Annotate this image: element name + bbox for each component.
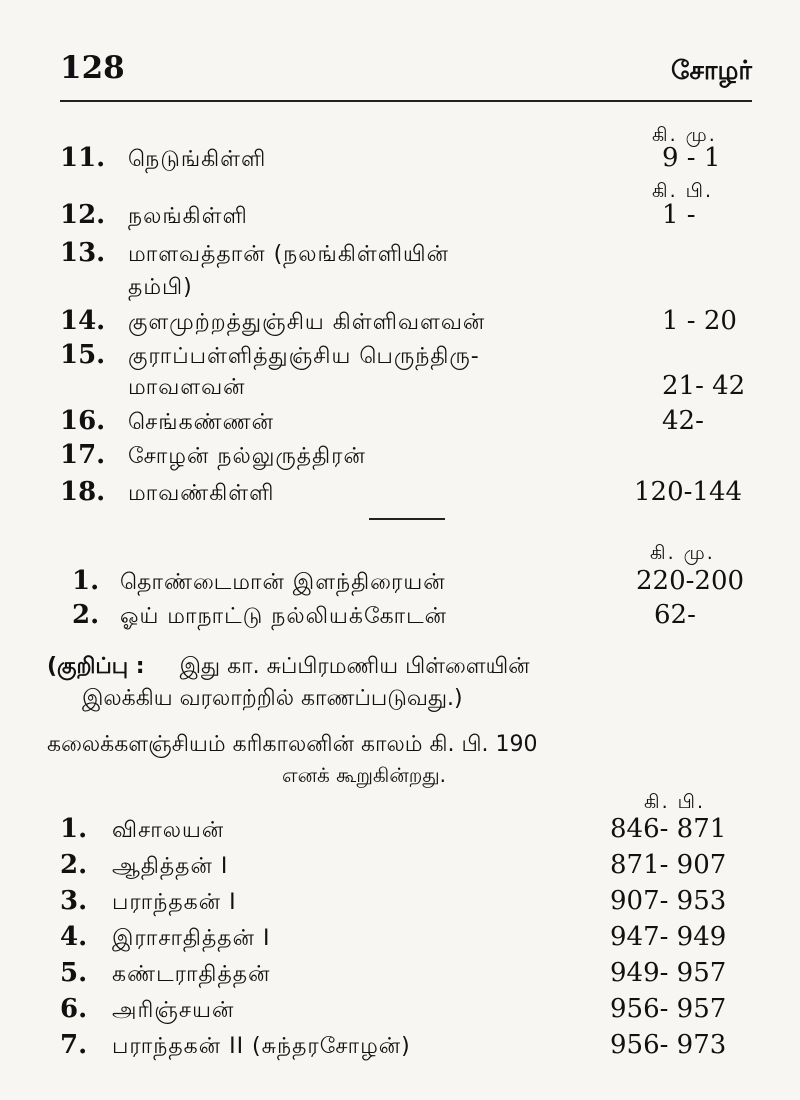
- item-years: 871- 907: [610, 850, 727, 880]
- item-number: 2.: [60, 850, 88, 880]
- item-name: தொண்டைமான் இளந்திரையன்: [120, 570, 446, 595]
- item-years: 42-: [662, 406, 704, 436]
- item-number: 17.: [60, 440, 106, 470]
- list-item: [0, 886, 800, 922]
- page-number: 128: [60, 50, 125, 86]
- running-title: சோழர்: [671, 56, 752, 86]
- item-number: 5.: [60, 958, 88, 988]
- item-number: 16.: [60, 406, 106, 436]
- remark-line-1: கலைக்களஞ்சியம் கரிகாலனின் காலம் கி. பி. 190: [47, 732, 538, 757]
- list-item: [0, 600, 800, 636]
- item-name: இராசாதித்தன் I: [112, 926, 271, 951]
- list-item: [0, 566, 800, 602]
- remark-line-2: எனக் கூறுகின்றது.: [282, 763, 447, 787]
- item-number: 3.: [60, 886, 88, 916]
- item-years: 62-: [654, 600, 696, 630]
- note-text: இது கா. சுப்பிரமணிய பிள்ளையின்: [179, 654, 530, 679]
- item-name: குளமுற்றத்துஞ்சிய கிள்ளிவளவன்: [128, 310, 486, 335]
- item-name: கண்டராதித்தன்: [112, 962, 271, 987]
- item-years: 21- 42: [662, 371, 746, 401]
- item-name: சோழன் நல்லுருத்திரன்: [128, 444, 366, 469]
- item-years: 956- 973: [610, 1030, 727, 1060]
- item-name: செங்கண்ணன்: [128, 410, 274, 435]
- note-label: (குறிப்பு :: [47, 654, 145, 679]
- item-name: பராந்தகன் II (சுந்தரசோழன்): [112, 1034, 411, 1059]
- item-years: 120-144: [634, 477, 743, 507]
- item-name: மாவண்கிள்ளி: [128, 481, 275, 506]
- list-item: [0, 143, 800, 179]
- item-number: 6.: [60, 994, 88, 1024]
- item-name: மாளவத்தான் (நலங்கிள்ளியின்: [128, 242, 449, 267]
- note-line-2: இலக்கிய வரலாற்றில் காணப்படுவது.): [82, 686, 463, 711]
- note-line-1: [47, 654, 530, 682]
- list-item: [0, 238, 800, 274]
- list-item-continued: [0, 371, 800, 407]
- era-label-bc: கி. மு.: [652, 124, 717, 146]
- item-name: பராந்தகன் I: [112, 890, 237, 915]
- item-years: 1 -: [662, 200, 696, 230]
- list-item: [0, 306, 800, 342]
- item-number: 14.: [60, 306, 106, 336]
- item-number: 7.: [60, 1030, 88, 1060]
- list-item: [0, 440, 800, 476]
- item-name: ஆதித்தன் I: [112, 854, 229, 879]
- item-number: 12.: [60, 200, 106, 230]
- item-years: 1 - 20: [662, 306, 737, 336]
- item-name: அரிஞ்சயன்: [112, 998, 235, 1023]
- item-number: 13.: [60, 238, 106, 268]
- item-years: 947- 949: [610, 922, 727, 952]
- list-item: [0, 850, 800, 886]
- item-number: 18.: [60, 477, 106, 507]
- item-name-continued: மாவளவன்: [128, 375, 246, 400]
- list-item: [0, 994, 800, 1030]
- era-label-ad: கி. பி.: [652, 180, 714, 202]
- section-divider: [369, 518, 445, 520]
- item-number: 11.: [60, 143, 106, 173]
- item-name: நலங்கிள்ளி: [128, 204, 248, 229]
- list-item: [0, 200, 800, 236]
- item-years: 907- 953: [610, 886, 727, 916]
- item-years: 956- 957: [610, 994, 727, 1024]
- list-item: [0, 814, 800, 850]
- era-label-bc: கி. மு.: [650, 542, 715, 564]
- item-years: 9 - 1: [662, 143, 721, 173]
- item-number: 4.: [60, 922, 88, 952]
- item-number: 1.: [72, 566, 100, 596]
- item-number: 15.: [60, 340, 106, 370]
- item-number: 1.: [60, 814, 88, 844]
- item-years: 846- 871: [610, 814, 727, 844]
- item-name-continued: தம்பி): [128, 275, 193, 300]
- era-label-ad: கி. பி.: [644, 791, 706, 813]
- item-name: நெடுங்கிள்ளி: [128, 147, 267, 172]
- item-name: விசாலயன்: [112, 818, 225, 843]
- list-item: [0, 406, 800, 442]
- item-name: குராப்பள்ளித்துஞ்சிய பெருந்திரு-: [128, 344, 480, 369]
- item-years: 220-200: [636, 566, 745, 596]
- item-years: 949- 957: [610, 958, 727, 988]
- item-number: 2.: [72, 600, 100, 630]
- list-item: [0, 958, 800, 994]
- header-rule: [60, 100, 752, 102]
- item-name: ஓய் மாநாட்டு நல்லியக்கோடன்: [120, 604, 448, 629]
- list-item: [0, 477, 800, 513]
- list-item: [0, 922, 800, 958]
- list-item: [0, 1030, 800, 1066]
